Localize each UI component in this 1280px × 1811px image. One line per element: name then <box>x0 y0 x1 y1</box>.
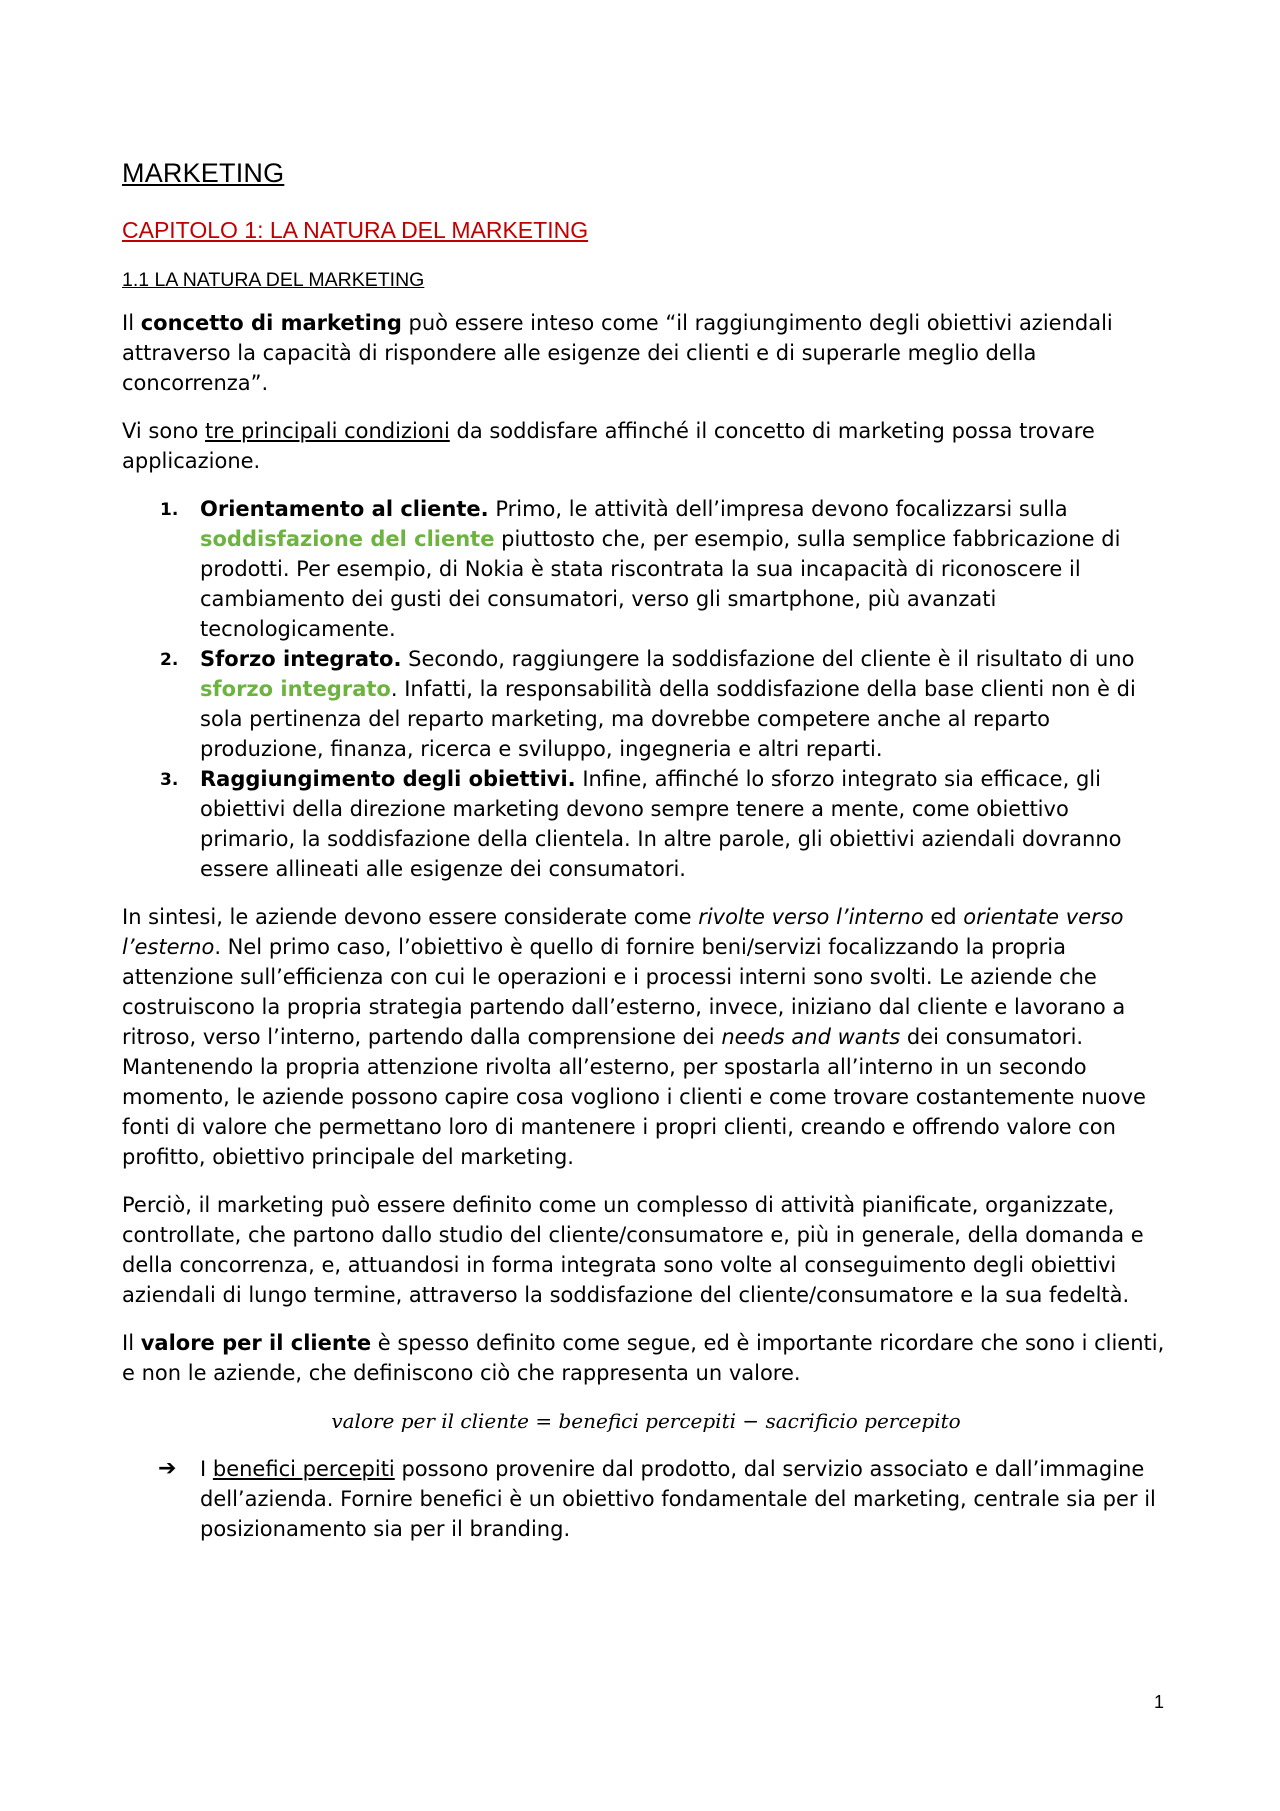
text-run: . Nel primo caso, l’obiettivo è quello di fornire beni/servizi focalizzando la propria attenzione sull’efficienza con cui le operazioni e i processi interni sono svolti. Le aziende che costruiscono la propria strategia partendo dall’esterno, invece, iniziano dal cliente e lavorano a ritroso, verso l’interno, partendo dalla comprensione dei <box>122 935 1126 1049</box>
bold-term: Sforzo integrato. <box>200 647 402 671</box>
underlined-term: tre principali condizioni <box>205 419 450 443</box>
paragraph-conditions <box>122 416 1170 476</box>
bold-term: Orientamento al cliente. <box>200 497 489 521</box>
value-formula: valore per il cliente = benefici percepiti − sacrificio percepito <box>331 1409 961 1433</box>
bold-term: concetto di marketing <box>140 311 402 335</box>
text-run: possono provenire dal prodotto, dal servizio associato e dall’immagine dell’azienda. Fornire benefici è un obiettivo fondamentale del marketing, centrale sia per il posizionamento sia per il branding. <box>200 1457 1156 1541</box>
list-item <box>122 644 1170 764</box>
text-run: Vi sono <box>122 419 206 443</box>
text-run: . Infatti, la responsabilità della soddisfazione della base clienti non è di sola pertinenza del reparto marketing, ma dovrebbe competere anche al reparto produzione, finanza, ricerca e sviluppo, ingegneria e altri reparti. <box>200 677 1136 761</box>
text-run: Primo, le attività dell’impresa devono focalizzarsi sulla <box>488 497 1068 521</box>
highlight-term: sforzo integrato <box>200 677 391 701</box>
document-title: MARKETING <box>122 158 285 188</box>
paragraph-summary <box>122 902 1170 1172</box>
underlined-term: benefici percepiti <box>212 1457 395 1481</box>
italic-term: rivolte verso l’interno <box>698 905 924 929</box>
list-item <box>122 494 1170 644</box>
page-content <box>122 158 1170 1544</box>
section-heading: 1.1 LA NATURA DEL MARKETING <box>122 269 425 291</box>
text-run: può essere inteso come “il raggiungimento degli obiettivi aziendali attraverso la capacità di rispondere alle esigenze dei clienti e di superarle meglio della concorrenza”. <box>122 311 1113 395</box>
text-run: Secondo, raggiungere la soddisfazione del cliente è il risultato di uno <box>401 647 1135 671</box>
paragraph-definition: Perciò, il marketing può essere definito come un complesso di attività pianificate, organizzate, controllate, che partono dallo studio del cliente/consumatore e, più in generale, della domanda e della concorrenza, e, attuandosi in forma integrata sono volte al conseguimento degli obiettivi aziendali di lungo termine, attraverso la soddisfazione del cliente/consumatore e la sua fedeltà. <box>122 1193 1144 1307</box>
italic-term: orientate verso l’esterno <box>122 905 1124 959</box>
text-run: Infine, affinché lo sforzo integrato sia efficace, gli obiettivi della direzione marketing devono sempre tenere a mente, come obiettivo primario, la soddisfazione della clientela. In altre parole, gli obiettivi aziendali dovranno essere allineati alle esigenze dei consumatori. <box>200 767 1122 881</box>
list-number: 1. <box>160 500 179 520</box>
italic-term: needs and wants <box>721 1025 901 1049</box>
arrow-right-icon: ➔ <box>158 1456 177 1481</box>
list-item <box>122 764 1170 884</box>
text-run: Il <box>122 1331 141 1355</box>
paragraph-concept <box>122 308 1170 398</box>
bullet-item <box>122 1454 1170 1544</box>
paragraph-customer-value <box>122 1328 1170 1388</box>
text-run: In sintesi, le aziende devono essere considerate come <box>122 905 699 929</box>
conditions-list <box>122 494 1170 884</box>
page-number: 1 <box>1154 1692 1165 1712</box>
text-run: piuttosto che, per esempio, sulla semplice fabbricazione di prodotti. Per esempio, di Nokia è stata riscontrata la sua incapacità di riconoscere il cambiamento dei gusti dei consumatori, verso gli smartphone, più avanzati tecnologicamente. <box>200 527 1121 641</box>
chapter-heading: CAPITOLO 1: LA NATURA DEL MARKETING <box>122 217 589 243</box>
bold-term: valore per il cliente <box>140 1331 372 1355</box>
text-run: è spesso definito come segue, ed è importante ricordare che sono i clienti, e non le aziende, che definiscono ciò che rappresenta un valore. <box>122 1331 1165 1385</box>
text-run: da soddisfare affinché il concetto di marketing possa trovare applicazione. <box>122 419 1095 473</box>
highlight-term: soddisfazione del cliente <box>200 527 495 551</box>
text-run: dei consumatori. Mantenendo la propria attenzione rivolta all’esterno, per spostarla all’interno in un secondo momento, le aziende possono capire cosa vogliono i clienti e come trovare costantemente nuove fonti di valore che permettano loro di mantenere i propri clienti, creando e offrendo valore con profitto, obiettivo principale del marketing. <box>122 1025 1146 1169</box>
text-run: I <box>200 1457 213 1481</box>
bold-term: Raggiungimento degli obiettivi. <box>200 767 576 791</box>
text-run: Il <box>122 311 141 335</box>
text-run: ed <box>923 905 964 929</box>
list-number: 2. <box>160 650 179 670</box>
list-number: 3. <box>160 770 179 790</box>
